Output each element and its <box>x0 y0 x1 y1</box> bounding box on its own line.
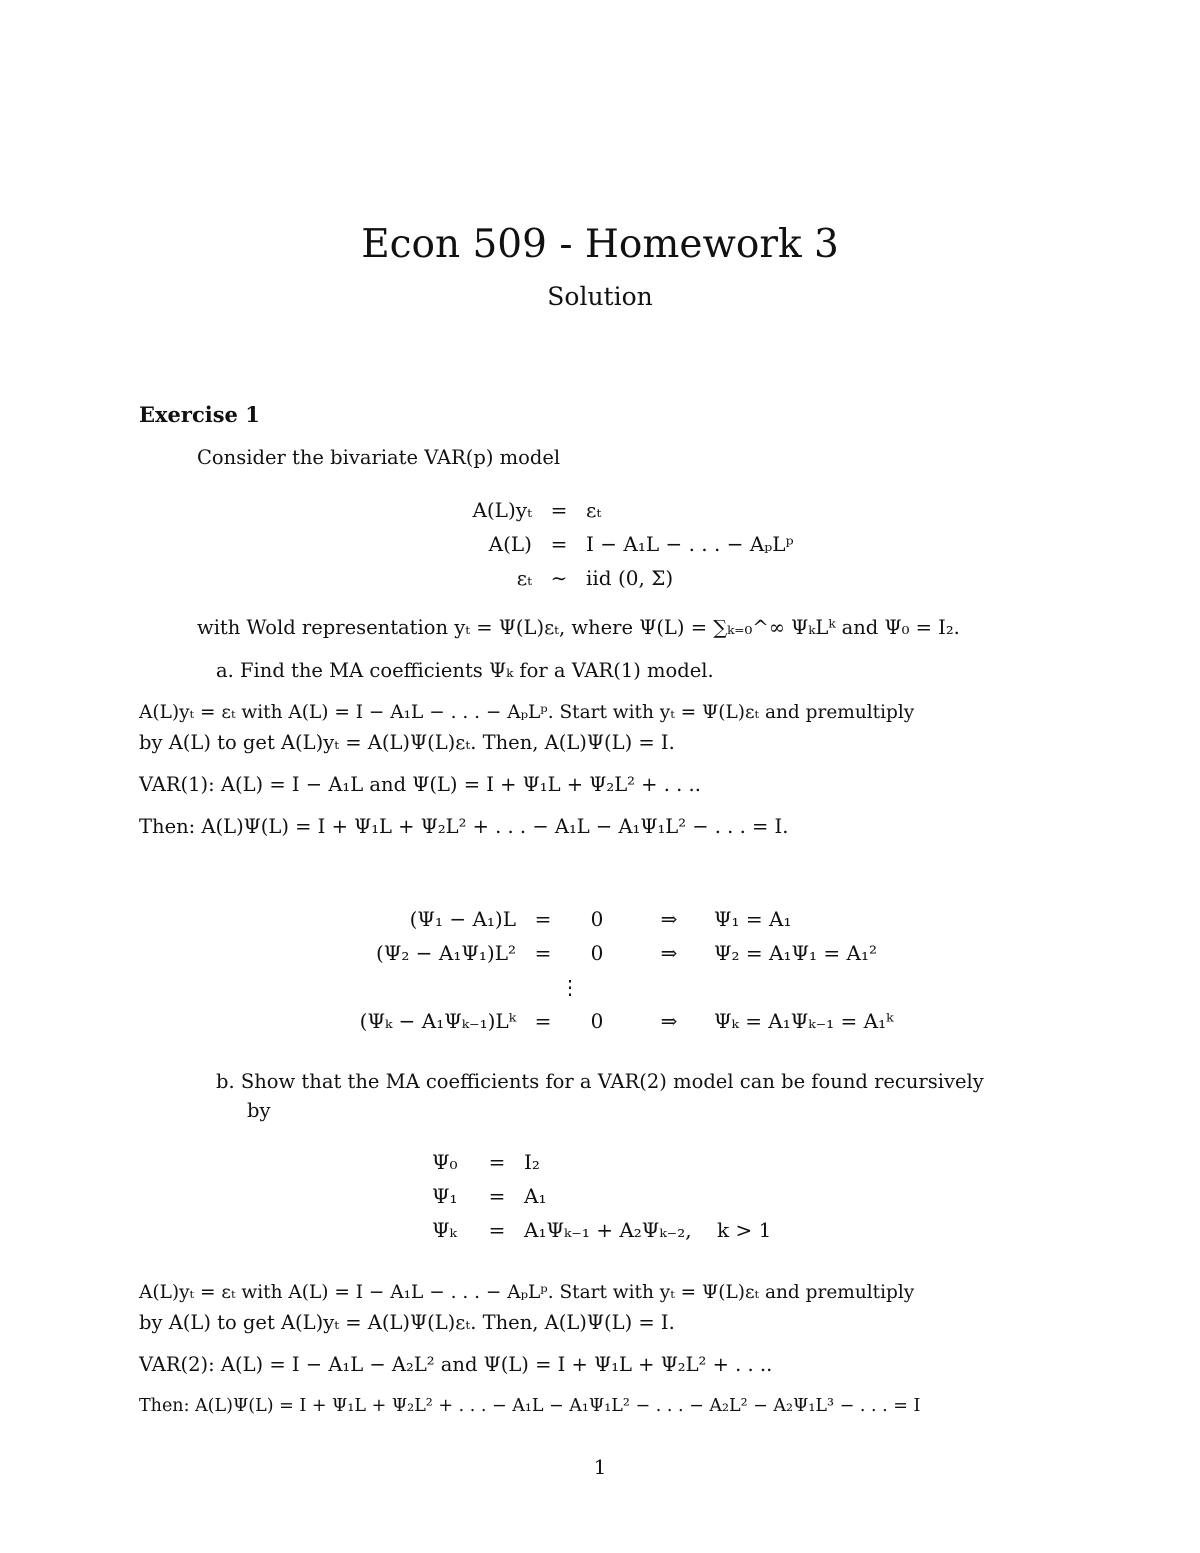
equation-row <box>320 970 893 1004</box>
equation-relation: = <box>534 907 552 931</box>
part-a-solution-line-4: Then: A(L)Ψ(L) = I + Ψ₁L + Ψ₂L² + . . . − A₁L − A₁Ψ₁L² − . . . = I. <box>139 815 789 838</box>
part-b-solution-line-3: VAR(2): A(L) = I − A₁L − A₂L² and Ψ(L) = I + Ψ₁L + Ψ₂L² + . . .. <box>139 1353 773 1376</box>
part-a-solution-line-3: VAR(1): A(L) = I − A₁L and Ψ(L) = I + Ψ₁L + Ψ₂L² + . . .. <box>139 773 701 796</box>
equation-lhs: A(L) <box>488 532 532 556</box>
equation-lhs: Ψ₀ <box>432 1150 458 1174</box>
implies-symbol: ⇒ <box>660 1009 678 1033</box>
equation-zero: 0 <box>590 1009 604 1033</box>
implies-symbol: ⇒ <box>660 907 678 931</box>
equation-row <box>412 493 794 527</box>
equation-lhs: Ψₖ <box>432 1218 457 1242</box>
equation-lhs: (Ψ₂ − A₁Ψ₁)L² <box>376 941 516 965</box>
equation-row <box>412 561 794 595</box>
equation-relation: = <box>550 532 568 556</box>
equation-rhs: Ψ₂ = A₁Ψ₁ = A₁² <box>714 941 877 965</box>
part-b-question-line-1: b. Show that the MA coefficients for a VAR(2) model can be found recursively <box>216 1070 984 1093</box>
part-b-question-line-2: by <box>247 1099 271 1122</box>
equation-rhs: I − A₁L − . . . − AₚLᵖ <box>586 532 794 556</box>
equation-row <box>432 1213 771 1247</box>
equation-row <box>432 1179 771 1213</box>
document-title: Econ 509 - Homework 3 <box>361 222 839 267</box>
equation-lhs: Ψ₁ <box>432 1184 458 1208</box>
equation-relation: = <box>488 1184 506 1208</box>
var2-recursion-equations <box>432 1145 771 1247</box>
equation-relation: ∼ <box>550 566 568 590</box>
part-b-solution-line-1: A(L)yₜ = εₜ with A(L) = I − A₁L − . . . − AₚLᵖ. Start with yₜ = Ψ(L)εₜ and premultiply <box>139 1282 915 1303</box>
part-a-solution-line-1: A(L)yₜ = εₜ with A(L) = I − A₁L − . . . − AₚLᵖ. Start with yₜ = Ψ(L)εₜ and premultiply <box>139 702 915 723</box>
equation-rhs: Ψ₁ = A₁ <box>714 907 792 931</box>
var1-recursion-equations <box>320 902 893 1038</box>
exercise-heading: Exercise 1 <box>139 402 260 427</box>
intro-text: Consider the bivariate VAR(p) model <box>197 446 561 469</box>
equation-rhs: Ψₖ = A₁Ψₖ₋₁ = A₁ᵏ <box>714 1009 894 1033</box>
equation-zero: 0 <box>590 907 604 931</box>
equation-relation: = <box>534 941 552 965</box>
page-number: 1 <box>593 1455 607 1479</box>
part-b-solution-line-4: Then: A(L)Ψ(L) = I + Ψ₁L + Ψ₂L² + . . . − A₁L − A₁Ψ₁L² − . . . − A₂L² − A₂Ψ₁L³ − . . . = I <box>139 1396 921 1416</box>
equation-row <box>320 1004 893 1038</box>
part-a-solution-line-2: by A(L) to get A(L)yₜ = A(L)Ψ(L)εₜ. Then, A(L)Ψ(L) = I. <box>139 731 675 754</box>
equation-rhs: I₂ <box>524 1150 540 1174</box>
equation-rhs: A₁ <box>524 1184 547 1208</box>
equation-relation: = <box>534 1009 552 1033</box>
equation-lhs: A(L)yₜ <box>472 498 532 522</box>
equation-rhs: iid (0, Σ) <box>586 566 674 590</box>
equation-lhs: (Ψ₁ − A₁)L <box>409 907 516 931</box>
equation-relation: = <box>488 1150 506 1174</box>
equation-zero: 0 <box>590 941 604 965</box>
part-a-question: a. Find the MA coefficients Ψₖ for a VAR(1) model. <box>216 659 714 682</box>
equation-lhs: εₜ <box>516 566 532 590</box>
equation-row <box>412 527 794 561</box>
equation-row <box>432 1145 771 1179</box>
part-b-solution-line-2: by A(L) to get A(L)yₜ = A(L)Ψ(L)εₜ. Then, A(L)Ψ(L) = I. <box>139 1311 675 1334</box>
document-subtitle: Solution <box>547 282 653 311</box>
wold-representation-text: with Wold representation yₜ = Ψ(L)εₜ, where Ψ(L) = ∑ₖ₌₀^∞ ΨₖLᵏ and Ψ₀ = I₂. <box>197 616 960 639</box>
vertical-dots: ⋮ <box>560 975 580 999</box>
equation-lhs: (Ψₖ − A₁Ψₖ₋₁)Lᵏ <box>359 1009 516 1033</box>
var-model-equations <box>412 493 794 595</box>
equation-rhs: A₁Ψₖ₋₁ + A₂Ψₖ₋₂, k > 1 <box>524 1218 772 1242</box>
equation-row <box>320 902 893 936</box>
equation-rhs: εₜ <box>586 498 602 522</box>
implies-symbol: ⇒ <box>660 941 678 965</box>
equation-row <box>320 936 893 970</box>
equation-relation: = <box>488 1218 506 1242</box>
equation-relation: = <box>550 498 568 522</box>
